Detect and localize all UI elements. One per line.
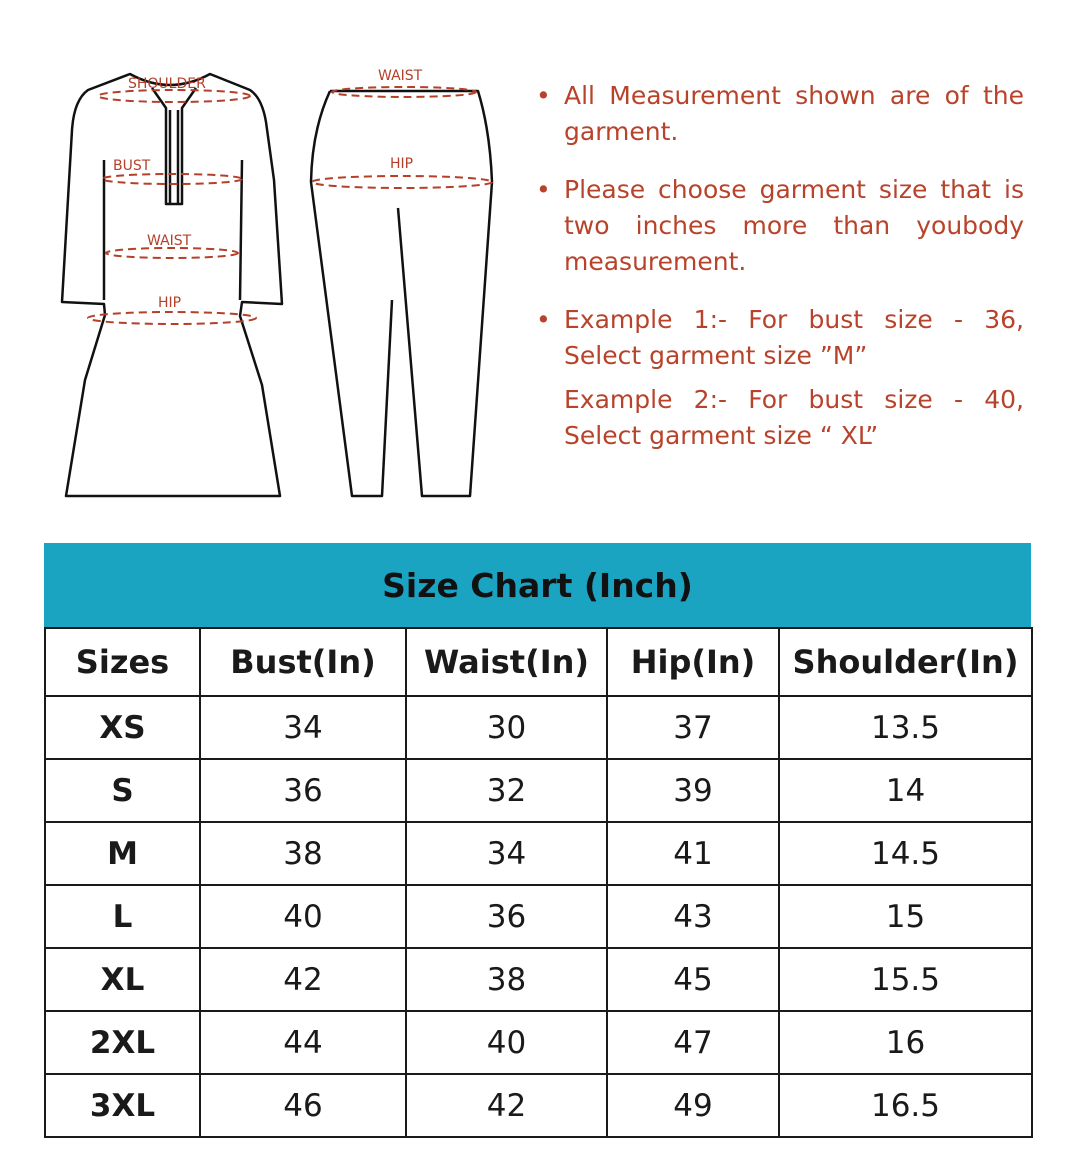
table-header-row <box>45 628 1032 696</box>
size-cell: M <box>45 822 200 885</box>
waist-cell: 32 <box>406 759 607 822</box>
table-row <box>45 948 1032 1011</box>
pants-outline <box>311 91 492 496</box>
size-chart <box>44 543 1031 1138</box>
hip-cell: 39 <box>607 759 779 822</box>
hip-cell: 47 <box>607 1011 779 1074</box>
waist-cell: 38 <box>406 948 607 1011</box>
size-cell: L <box>45 885 200 948</box>
hip-cell: 49 <box>607 1074 779 1137</box>
table-row <box>45 759 1032 822</box>
hip-cell: 45 <box>607 948 779 1011</box>
kurta-label-bust: BUST <box>113 158 151 174</box>
bullet-icon: • <box>536 305 551 334</box>
column-header: Waist(In) <box>406 628 607 696</box>
pants-label-waist: WAIST <box>378 68 423 84</box>
column-header: Sizes <box>45 628 200 696</box>
bullet-icon: • <box>536 81 551 110</box>
waist-cell: 34 <box>406 822 607 885</box>
pants-label-hip: HIP <box>390 156 414 172</box>
shoulder-cell: 14.5 <box>779 822 1032 885</box>
hip-cell: 43 <box>607 885 779 948</box>
note-text: All Measurement shown are of the garment. <box>564 81 1024 146</box>
pants-measure-lines <box>312 87 492 188</box>
hip-cell: 37 <box>607 696 779 759</box>
table-row <box>45 1074 1032 1137</box>
column-header: Shoulder(In) <box>779 628 1032 696</box>
size-chart-title: Size Chart (Inch) <box>44 543 1031 627</box>
waist-cell: 36 <box>406 885 607 948</box>
size-cell: S <box>45 759 200 822</box>
note-text: Example 2:- For bust size - 40, Select garment size “ XL” <box>564 385 1024 450</box>
note-text: Please choose garment size that is two inches more than youbody measurement. <box>564 175 1024 276</box>
size-cell: 2XL <box>45 1011 200 1074</box>
note-text: Example 1:- For bust size - 36, Select garment size ”M” <box>564 305 1024 370</box>
bust-cell: 40 <box>200 885 406 948</box>
column-header: Hip(In) <box>607 628 779 696</box>
table-row <box>45 822 1032 885</box>
waist-cell: 42 <box>406 1074 607 1137</box>
bust-cell: 38 <box>200 822 406 885</box>
bust-cell: 42 <box>200 948 406 1011</box>
column-header: Bust(In) <box>200 628 406 696</box>
kurta-label-shoulder: SHOULDER <box>128 76 206 92</box>
kurta-label-hip: HIP <box>158 295 182 311</box>
shoulder-cell: 15.5 <box>779 948 1032 1011</box>
shoulder-cell: 13.5 <box>779 696 1032 759</box>
kurta-outline <box>62 74 282 496</box>
note-item <box>536 78 1024 150</box>
shoulder-cell: 14 <box>779 759 1032 822</box>
shoulder-cell: 15 <box>779 885 1032 948</box>
waist-cell: 40 <box>406 1011 607 1074</box>
size-cell: XS <box>45 696 200 759</box>
note-item <box>536 172 1024 280</box>
table-row <box>45 885 1032 948</box>
bullet-icon: • <box>536 175 551 204</box>
bust-cell: 36 <box>200 759 406 822</box>
size-cell: XL <box>45 948 200 1011</box>
waist-cell: 30 <box>406 696 607 759</box>
shoulder-cell: 16.5 <box>779 1074 1032 1137</box>
bust-cell: 34 <box>200 696 406 759</box>
table-row <box>45 1011 1032 1074</box>
note-item <box>536 302 1024 454</box>
bust-cell: 44 <box>200 1011 406 1074</box>
size-cell: 3XL <box>45 1074 200 1137</box>
table-row <box>45 696 1032 759</box>
kurta-label-waist: WAIST <box>147 233 192 249</box>
kurta-measure-lines <box>88 90 256 324</box>
bust-cell: 46 <box>200 1074 406 1137</box>
measurement-notes <box>536 78 1024 476</box>
garment-illustration <box>0 0 520 520</box>
shoulder-cell: 16 <box>779 1011 1032 1074</box>
hip-cell: 41 <box>607 822 779 885</box>
size-chart-table <box>44 627 1033 1138</box>
